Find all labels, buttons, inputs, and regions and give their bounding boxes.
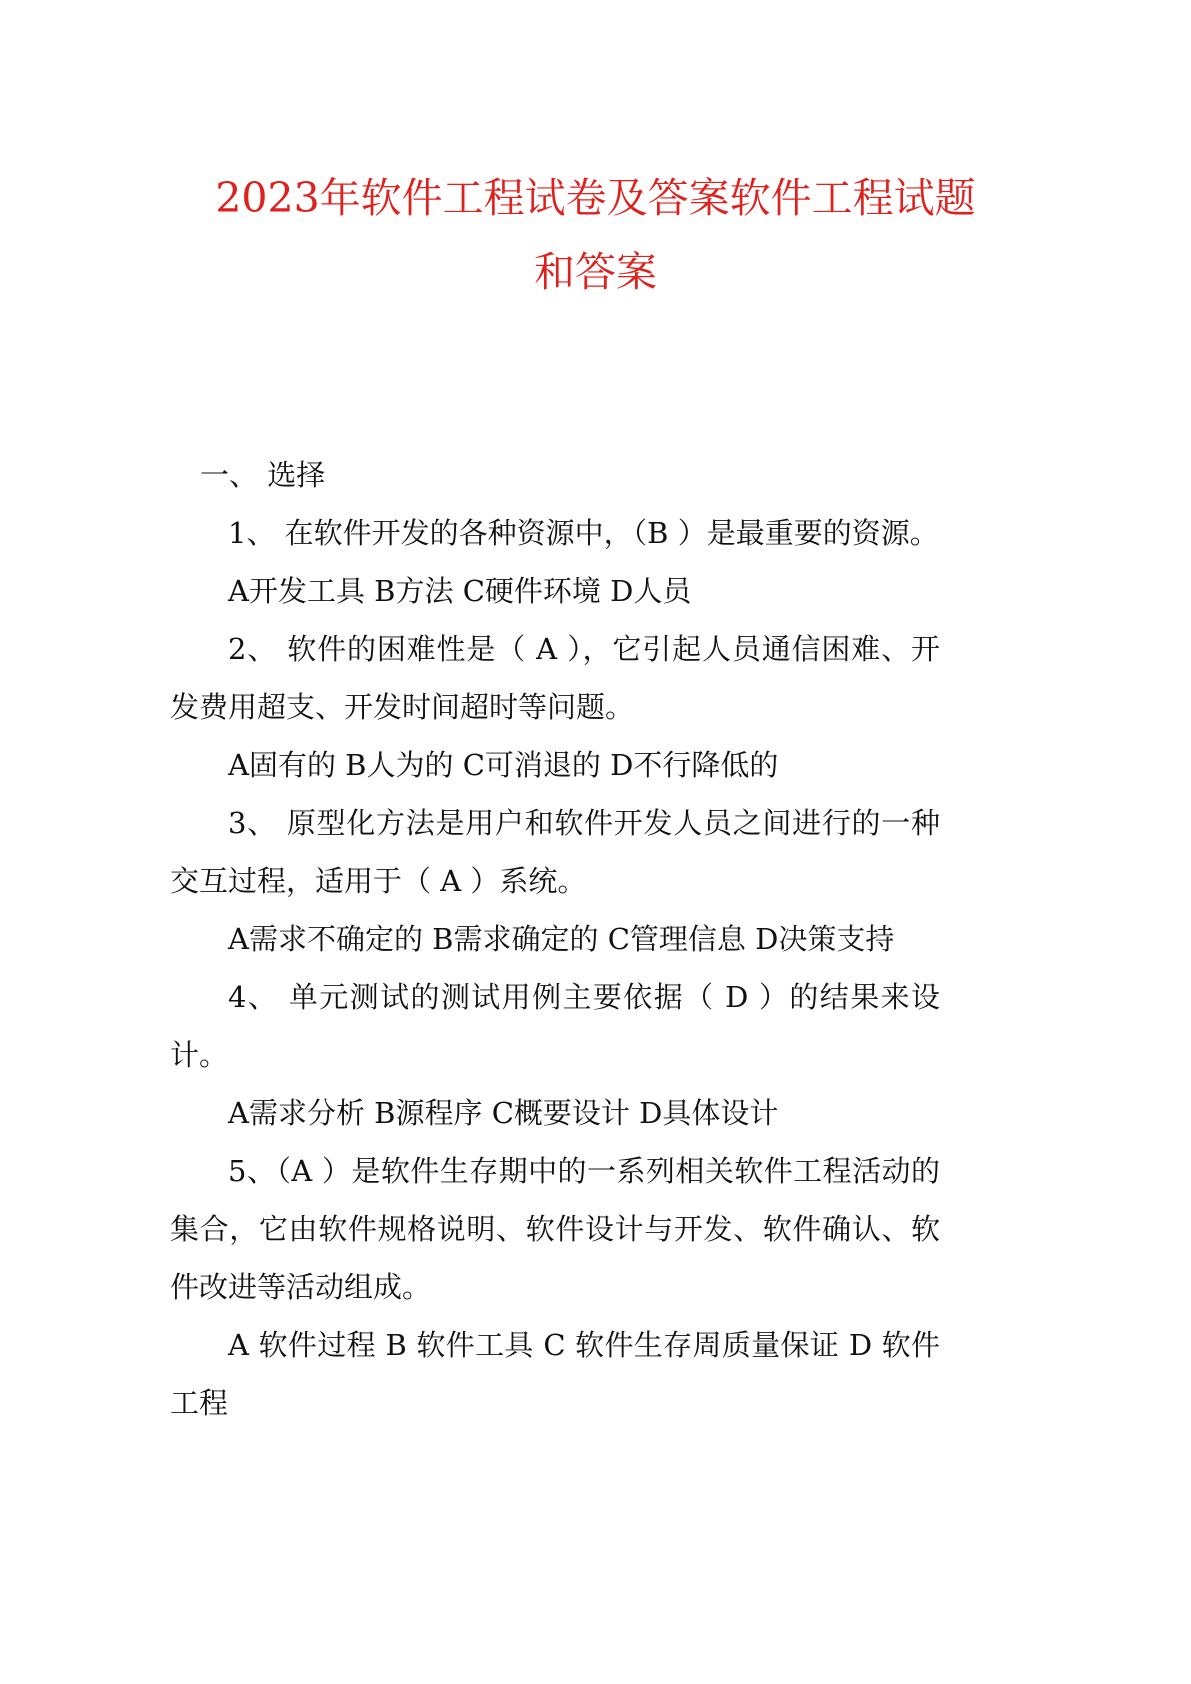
question-5-stem-line-2: 集合，它由软件规格说明、软件设计与开发、软件确认、软: [170, 1212, 940, 1246]
question-3-stem-line-2: 交互过程，适用于（ A ）系统。: [170, 864, 587, 898]
question-3-stem-line-1: 3、 原型化方法是用户和软件开发人员之间进行的一种: [228, 806, 940, 840]
document-title-line-2: 和答案: [534, 248, 657, 296]
document-title-line-1: 2023年软件工程试卷及答案软件工程试题: [215, 174, 976, 222]
question-4-options-line-1: A需求分析 B源程序 C概要设计 D具体设计: [228, 1096, 779, 1130]
question-3-options-line-1: A需求不确定的 B需求确定的 C管理信息 D决策支持: [228, 922, 895, 956]
question-2-stem-line-1: 2、 软件的困难性是（ A ），它引起人员通信困难、开: [228, 632, 940, 666]
section-heading: 一、 选择: [200, 458, 326, 492]
question-4-stem-line-2: 计。: [170, 1038, 229, 1072]
question-1-options-line-1: A开发工具 B方法 C硬件环境 D人员: [228, 574, 692, 608]
question-4-stem-line-1: 4、 单元测试的测试用例主要依据（ D ）的结果来设: [228, 980, 940, 1014]
question-5-stem-line-1: 5、（A ）是软件生存期中的一系列相关软件工程活动的: [228, 1154, 940, 1188]
question-5-stem-line-3: 件改进等活动组成。: [170, 1270, 432, 1304]
question-2-stem-line-2: 发费用超支、开发时间超时等问题。: [170, 690, 635, 724]
question-5-options-line-1: A 软件过程 B 软件工具 C 软件生存周质量保证 D 软件: [228, 1328, 940, 1362]
question-2-options-line-1: A固有的 B人为的 C可消退的 D不行降低的: [228, 748, 779, 782]
question-1-stem-line-1: 1、 在软件开发的各种资源中，（B ）是最重要的资源。: [228, 516, 939, 550]
question-5-options-line-2: 工程: [170, 1386, 229, 1420]
